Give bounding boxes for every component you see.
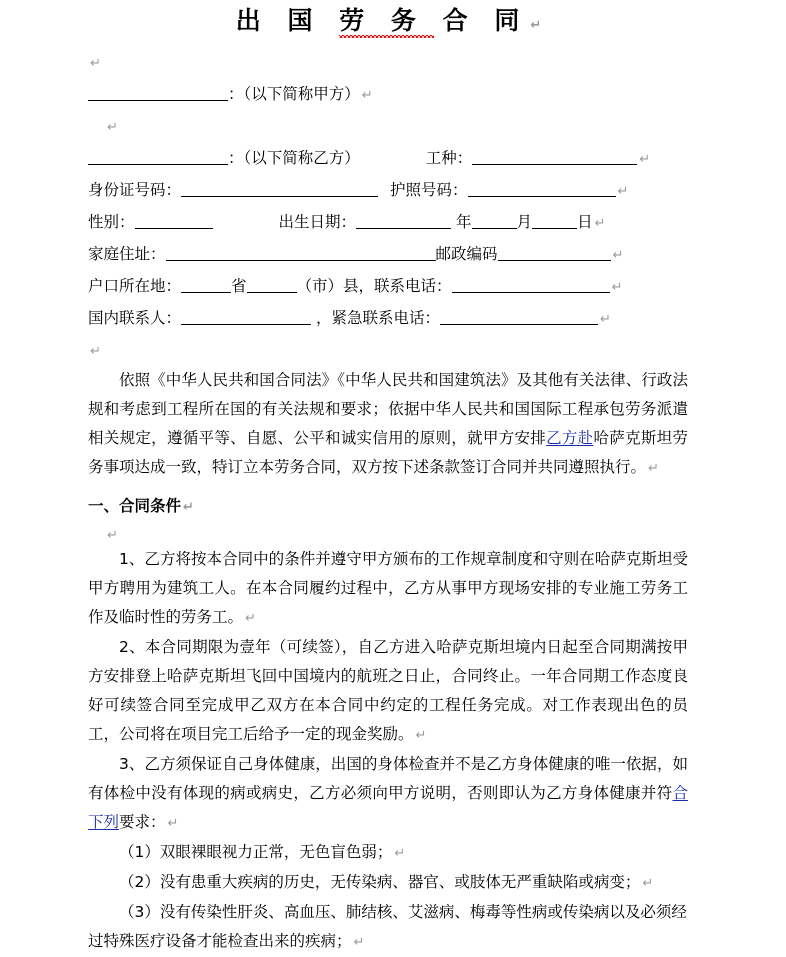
gender-birthdate-row <box>88 206 688 238</box>
comma-separator: ， <box>316 309 332 327</box>
postal-code-field[interactable] <box>498 245 611 261</box>
clause-text-after-link: 要求： <box>119 813 166 831</box>
home-address-field[interactable] <box>166 245 436 261</box>
clause-item <box>88 545 688 633</box>
paragraph-mark-icon: ↵ <box>612 248 624 263</box>
gender-label: 性别： <box>88 213 135 231</box>
clause-number: 2、 <box>119 638 145 656</box>
passport-label: 护照号码： <box>390 181 468 199</box>
party-b-label: ：（以下简称乙方） <box>228 149 360 167</box>
page-title-part-2: 合 同 <box>442 6 529 35</box>
paragraph-mark-icon: ↵ <box>167 816 179 831</box>
paragraph-mark-icon: ↵ <box>90 56 101 71</box>
city-county-unit-label: （市）县， <box>296 277 375 295</box>
clause-item <box>88 633 688 750</box>
city-county-field[interactable] <box>247 277 297 293</box>
domestic-contact-label: 国内联系人： <box>88 309 182 327</box>
paragraph-mark-icon: ↵ <box>183 500 194 515</box>
paragraph-mark-icon: ↵ <box>617 184 629 199</box>
paragraph-mark-icon: ↵ <box>639 152 651 167</box>
paragraph-mark-icon: ↵ <box>648 461 659 476</box>
clause-text-before-link: 乙方须保证自己身体健康，出国的身体检查并不是乙方身体健康的唯一依据，如有体检中没有体现的病或病史，乙方必须向甲方说明，否则即认为乙方身体健康并符 <box>88 755 688 802</box>
section-heading-label: 一、合同条件 <box>88 496 182 515</box>
clause-hyperlink[interactable]: 合下列 <box>88 784 688 831</box>
empty-paragraph-2 <box>88 110 688 142</box>
paragraph-mark-icon: ↵ <box>107 528 118 543</box>
clause-text: 乙方将按本合同中的条件并遵守甲方颁布的工作规章制度和守则在哈萨克斯坦受甲方聘用为建筑工人。在本合同履约过程中，乙方从事甲方现场安排的专业施工劳务工作及临时性的劳务工。 <box>88 550 688 626</box>
paragraph-mark-icon: ↵ <box>611 280 623 295</box>
home-address-label: 家庭住址： <box>88 245 166 263</box>
job-type-field[interactable] <box>472 149 637 165</box>
preamble-paragraph <box>88 366 688 483</box>
year-unit-label: 年 <box>456 213 472 231</box>
clause-text: 本合同期限为壹年（可续签），自乙方进入哈萨克斯坦境内日起至合同期满按甲方安排登上哈萨克斯坦飞回中国境内的航班之日止，合同终止。一年合同期工作态度良好可续签合同至完成甲乙双方在本合同中约定的工程任务完成。对工作表现出色的员工，公司将在项目完工后给予一定的现金奖励。 <box>88 638 688 743</box>
id-number-label: 身份证号码： <box>88 181 182 199</box>
month-unit-label: 月 <box>516 213 533 231</box>
sub-item-text: （1）双眼裸眼视力正常，无色盲色弱； <box>119 843 393 861</box>
clause-number: 3、 <box>119 755 145 773</box>
birth-date-label: 出生日期： <box>278 213 357 231</box>
party-b-row <box>88 142 688 174</box>
preamble-text-before-link: 依照《中华人民共和国合同法》《中华人民共和国建筑法》及其他有关法律、行政法规和考虑到工程所在国的有关法规和要求；依据中华人民共和国国际工程承包劳务派遣相关规定，遵循平等、自愿、公平和诚实信用的原则，就甲方安排 <box>88 371 688 447</box>
section-heading-contract-conditions <box>88 491 688 523</box>
domestic-contact-row <box>88 302 688 334</box>
home-address-row <box>88 238 688 270</box>
phone-label: 联系电话： <box>374 277 452 295</box>
birth-month-field[interactable] <box>472 213 517 229</box>
sub-item <box>88 898 688 957</box>
party-b-name-field[interactable] <box>88 149 228 165</box>
empty-paragraph-3 <box>88 334 688 366</box>
empty-paragraph-1 <box>88 46 688 78</box>
page-title-misspelled-part: 劳 务 <box>339 6 443 35</box>
paragraph-mark-icon: ↵ <box>394 846 406 861</box>
party-a-label: ：（以下简称甲方） <box>228 85 360 103</box>
document-body <box>88 46 688 957</box>
sub-item-text: （2）没有患重大疾病的历史，无传染病、器官、或肢体无严重缺陷或病变； <box>119 873 641 891</box>
phone-field[interactable] <box>452 277 610 293</box>
sub-item <box>88 838 688 868</box>
id-number-field[interactable] <box>181 181 378 197</box>
gender-field[interactable] <box>135 213 213 229</box>
paragraph-mark-icon: ↵ <box>600 312 611 327</box>
paragraph-mark-icon: ↵ <box>530 18 551 33</box>
paragraph-mark-icon: ↵ <box>594 216 606 231</box>
day-unit-label: 日 <box>577 213 593 231</box>
page-title-part-1: 出 国 <box>235 6 340 35</box>
empty-paragraph-4 <box>88 523 688 545</box>
province-field[interactable] <box>181 277 231 293</box>
paragraph-mark-icon: ↵ <box>415 728 427 743</box>
preamble-hyperlink[interactable]: 乙方赴 <box>546 429 594 447</box>
birth-day-field[interactable] <box>532 213 577 229</box>
province-unit-label: 省 <box>231 277 247 295</box>
household-row <box>88 270 688 302</box>
sub-item-text: （3）没有传染性肝炎、高血压、肺结核、艾滋病、梅毒等性病或传染病以及必须经过特殊医疗设备才能检查出来的疾病； <box>88 903 687 950</box>
postal-code-label: 邮政编码 <box>435 245 498 263</box>
paragraph-mark-icon: ↵ <box>353 935 365 950</box>
party-a-row <box>88 78 688 110</box>
passport-field[interactable] <box>468 181 616 197</box>
clause-item <box>88 750 688 838</box>
domestic-contact-field[interactable] <box>181 309 311 325</box>
paragraph-mark-icon: ↵ <box>107 120 118 135</box>
paragraph-mark-icon: ↵ <box>361 88 373 103</box>
household-label: 户口所在地： <box>88 277 182 295</box>
paragraph-mark-icon: ↵ <box>90 344 101 359</box>
spacer <box>88 483 688 491</box>
paragraph-mark-icon: ↵ <box>245 611 256 626</box>
job-type-label: 工种： <box>425 149 473 167</box>
paragraph-mark-icon: ↵ <box>642 876 654 891</box>
preamble-text-after-link: 哈萨克斯坦劳务事项达成一致，特订立本劳务合同，双方按下述条款签订合同并共同遵照执行。 <box>88 429 688 476</box>
party-a-name-field[interactable] <box>88 85 228 101</box>
clause-number: 1、 <box>119 550 145 568</box>
id-passport-row <box>88 174 688 206</box>
page-title <box>0 4 786 43</box>
sub-item <box>88 868 688 898</box>
birth-year-field[interactable] <box>356 213 451 229</box>
emergency-phone-label: 紧急联系电话： <box>331 309 441 327</box>
emergency-phone-field[interactable] <box>440 309 598 325</box>
